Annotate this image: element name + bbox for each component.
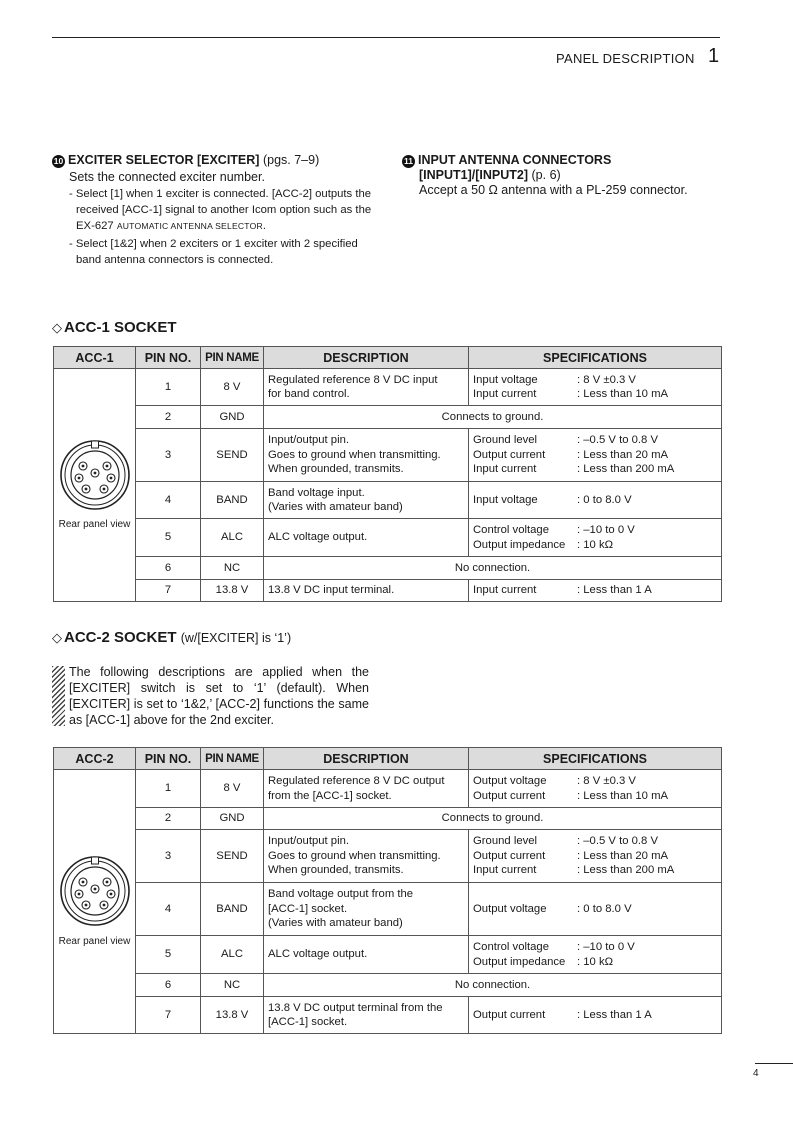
pin-number: 4 xyxy=(136,883,201,936)
din-connector-icon xyxy=(59,855,131,927)
pin-name: ALC xyxy=(201,936,264,974)
pin-specifications xyxy=(469,830,722,883)
spec-label: Input current xyxy=(473,388,537,400)
pin-number: 4 xyxy=(136,482,201,519)
running-header-title: PANEL DESCRIPTION xyxy=(556,51,695,66)
connector-diagram-cell xyxy=(54,770,136,1034)
spec-label: Input current xyxy=(473,584,537,597)
spec-label: Input voltage xyxy=(473,373,538,386)
spec-value: : –0.5 V to 0.8 V xyxy=(577,434,659,447)
pin-specifications xyxy=(469,580,722,602)
spec-value: : Less than 200 mA xyxy=(577,864,675,877)
pin-specifications xyxy=(469,770,722,808)
input-antenna-section: 11 INPUT ANTENNA CONNECTORS [INPUT1]/[INPUT2] (p. 6) Accept a 50 Ω antenna with a PL-259 connector. xyxy=(402,153,722,197)
description-line: from the [ACC-1] socket. xyxy=(268,789,392,802)
column-header: PIN NO. xyxy=(136,347,201,369)
spec-label: Output current xyxy=(473,1008,546,1021)
pin-number: 7 xyxy=(136,580,201,602)
pin-number: 3 xyxy=(136,830,201,883)
description-line: Regulated reference 8 V DC input xyxy=(268,373,438,386)
column-header: DESCRIPTION xyxy=(264,748,469,770)
column-header: ACC-2 xyxy=(54,748,136,770)
description-line: Band voltage output from the xyxy=(268,888,414,901)
table-header-row xyxy=(54,347,722,369)
pin-description xyxy=(264,936,469,974)
acc2-table xyxy=(53,747,722,1034)
diamond-icon: ◇ xyxy=(52,630,62,645)
chapter-number: 1 xyxy=(708,45,720,67)
pin-description xyxy=(264,519,469,557)
acc2-heading-note: (w/[EXCITER] is ‘1’) xyxy=(180,631,292,645)
spec-line xyxy=(473,538,717,553)
pin-specifications xyxy=(469,997,722,1034)
page-number: 4 xyxy=(753,1068,759,1079)
acc2-note-text: The following descriptions are applied when the [EXCITER] switch is set to ‘1’ (default). When [EXCITER] is set to ‘1&2,’ [ACC-2] functions the same as [ACC-1] above for the 2nd exciter. xyxy=(69,665,369,727)
spec-value: : –0.5 V to 0.8 V xyxy=(577,835,659,848)
description-line: Band voltage input. xyxy=(268,486,365,499)
pin-number: 2 xyxy=(136,808,201,830)
spec-line xyxy=(473,789,717,804)
description-line: Regulated reference 8 V DC output xyxy=(268,775,445,787)
description-line: (Varies with amateur band) xyxy=(268,501,403,513)
table-row xyxy=(54,830,722,883)
description-line: (Varies with amateur band) xyxy=(268,917,403,930)
spec-line xyxy=(473,1008,717,1023)
description-line: 13.8 V DC output terminal from the xyxy=(268,1001,443,1014)
spec-value: : 0 to 8.0 V xyxy=(577,493,632,506)
pin-number: 1 xyxy=(136,770,201,808)
description-line: [ACC-1] socket. xyxy=(268,1016,348,1028)
spec-value: : –10 to 0 V xyxy=(577,524,635,536)
spec-label: Input voltage xyxy=(473,493,538,506)
pin-name: 13.8 V xyxy=(201,580,264,602)
footer-rule xyxy=(755,1063,793,1064)
pin-name: BAND xyxy=(201,482,264,519)
pin-number: 6 xyxy=(136,557,201,580)
input-antenna-description: Accept a 50 Ω antenna with a PL-259 connector. xyxy=(419,183,688,197)
spec-label: Output voltage xyxy=(473,775,547,787)
rear-panel-caption: Rear panel view xyxy=(58,519,131,531)
spec-value: : Less than 200 mA xyxy=(577,463,675,476)
column-header: PIN NAME xyxy=(201,347,264,369)
spec-value: : 10 kΩ xyxy=(577,955,614,968)
pin-name: 13.8 V xyxy=(201,997,264,1034)
merged-description: Connects to ground. xyxy=(264,406,722,429)
page-reference: (pgs. 7–9) xyxy=(262,153,320,167)
spec-value: : Less than 1 A xyxy=(577,584,652,597)
table-row xyxy=(54,883,722,936)
table-row xyxy=(54,429,722,482)
exciter-description: Sets the connected exciter number. xyxy=(69,170,265,184)
item-number-badge: 10 xyxy=(53,156,64,166)
spec-line xyxy=(473,433,717,448)
spec-line xyxy=(473,448,717,463)
pin-description xyxy=(264,883,469,936)
pin-number: 6 xyxy=(136,974,201,997)
diamond-icon: ◇ xyxy=(52,320,62,335)
pin-name: NC xyxy=(201,974,264,997)
spec-line xyxy=(473,902,717,917)
pin-name: BAND xyxy=(201,883,264,936)
table-row xyxy=(54,580,722,602)
description-line: Goes to ground when transmitting. xyxy=(268,849,441,862)
spec-label: Ground level xyxy=(473,835,538,848)
top-rule xyxy=(52,37,720,38)
spec-label: Ground level xyxy=(473,434,538,447)
spec-label: Output current xyxy=(473,849,546,862)
table-header-row xyxy=(54,748,722,770)
spec-line xyxy=(473,462,717,477)
exciter-selector-heading: 10 EXCITER SELECTOR [EXCITER] (pgs. 7–9) xyxy=(53,153,320,167)
pin-name: SEND xyxy=(201,830,264,883)
pin-specifications xyxy=(469,429,722,482)
spec-value: : Less than 1 A xyxy=(577,1008,652,1021)
column-header: PIN NAME xyxy=(201,748,264,770)
column-header: SPECIFICATIONS xyxy=(469,347,722,369)
spec-line xyxy=(473,523,717,538)
spec-label: Output current xyxy=(473,789,546,802)
connector-diagram-cell xyxy=(54,369,136,602)
description-line: ALC voltage output. xyxy=(268,531,368,544)
table-row xyxy=(54,406,722,429)
description-line: When grounded, transmits. xyxy=(268,463,404,476)
spec-line xyxy=(473,387,717,402)
spec-label: Output impedance xyxy=(473,538,566,551)
pin-specifications xyxy=(469,883,722,936)
description-line: Input/output pin. xyxy=(268,835,350,848)
description-line: 13.8 V DC input terminal. xyxy=(268,584,395,597)
spec-line xyxy=(473,774,717,789)
table-row xyxy=(54,770,722,808)
pin-description xyxy=(264,429,469,482)
pin-number: 5 xyxy=(136,519,201,557)
pin-description xyxy=(264,997,469,1034)
spec-value: : Less than 20 mA xyxy=(577,448,669,461)
description-line: ALC voltage output. xyxy=(268,948,368,961)
merged-description: No connection. xyxy=(264,557,722,580)
table-row xyxy=(54,974,722,997)
column-header: DESCRIPTION xyxy=(264,347,469,369)
spec-line xyxy=(473,834,717,849)
spec-value: : –10 to 0 V xyxy=(577,941,635,953)
pin-name: 8 V xyxy=(201,770,264,808)
exciter-selector-section xyxy=(52,153,372,268)
table-row xyxy=(54,936,722,974)
spec-line xyxy=(473,955,717,970)
pin-name: SEND xyxy=(201,429,264,482)
din-connector-icon xyxy=(59,439,131,511)
pin-specifications xyxy=(469,936,722,974)
spec-line xyxy=(473,493,717,508)
pin-description xyxy=(264,369,469,406)
pin-number: 1 xyxy=(136,369,201,406)
pin-specifications xyxy=(469,482,722,519)
spec-label: Input current xyxy=(473,463,537,476)
pin-specifications xyxy=(469,519,722,557)
spec-value: : 0 to 8.0 V xyxy=(577,902,632,915)
pin-number: 5 xyxy=(136,936,201,974)
acc1-table xyxy=(53,346,722,602)
column-header: SPECIFICATIONS xyxy=(469,748,722,770)
pin-description xyxy=(264,482,469,519)
column-header: PIN NO. xyxy=(136,748,201,770)
acc2-heading: ◇ ACC-2 SOCKET (w/[EXCITER] is ‘1’) xyxy=(52,629,292,646)
pin-description xyxy=(264,580,469,602)
page-reference: (p. 6) xyxy=(531,168,561,182)
pin-description xyxy=(264,770,469,808)
spec-line xyxy=(473,940,717,955)
pin-specifications xyxy=(469,369,722,406)
description-line: [ACC-1] socket. xyxy=(268,902,348,915)
spec-value: : Less than 20 mA xyxy=(577,849,669,862)
table-row xyxy=(54,997,722,1034)
pin-number: 7 xyxy=(136,997,201,1034)
pin-name: GND xyxy=(201,406,264,429)
merged-description: Connects to ground. xyxy=(264,808,722,830)
column-header: ACC-1 xyxy=(54,347,136,369)
note-hatch-icon xyxy=(52,666,65,726)
pin-name: 8 V xyxy=(201,369,264,406)
description-line: Goes to ground when transmitting. xyxy=(268,448,441,461)
table-row xyxy=(54,519,722,557)
spec-label: Output impedance xyxy=(473,955,566,968)
spec-label: Control voltage xyxy=(473,524,549,536)
spec-value: : Less than 10 mA xyxy=(577,789,669,802)
table-row xyxy=(54,808,722,830)
table-row xyxy=(54,369,722,406)
acc2-note xyxy=(52,664,372,728)
spec-value: : 10 kΩ xyxy=(577,538,614,551)
spec-value: : 8 V ±0.3 V xyxy=(577,775,636,787)
spec-line xyxy=(473,849,717,864)
spec-label: Control voltage xyxy=(473,941,549,953)
merged-description: No connection. xyxy=(264,974,722,997)
description-line: for band control. xyxy=(268,388,350,400)
pin-number: 2 xyxy=(136,406,201,429)
exciter-bullet-1: - Select [1] when 1 exciter is connected. [ACC-2] outputs the received [ACC-1] signal to another Icom option such as the EX-627 AUTOMATIC ANTENNA SELECTOR. xyxy=(69,188,372,232)
spec-line xyxy=(473,373,717,388)
description-line: Input/output pin. xyxy=(268,434,350,447)
acc1-heading: ◇ ACC-1 SOCKET xyxy=(52,319,177,336)
rear-panel-caption: Rear panel view xyxy=(58,935,131,947)
pin-description xyxy=(264,830,469,883)
spec-label: Input current xyxy=(473,864,537,877)
spec-line xyxy=(473,863,717,878)
pin-name: GND xyxy=(201,808,264,830)
spec-label: Output current xyxy=(473,448,546,461)
exciter-bullet-2: - Select [1&2] when 2 exciters or 1 exciter with 2 specified band antenna connectors is connected. xyxy=(69,238,358,266)
table-row xyxy=(54,482,722,519)
spec-value: : 8 V ±0.3 V xyxy=(577,373,636,386)
spec-label: Output voltage xyxy=(473,902,547,915)
item-number-badge: 11 xyxy=(404,156,413,166)
table-row xyxy=(54,557,722,580)
spec-line xyxy=(473,583,717,598)
pin-number: 3 xyxy=(136,429,201,482)
input-antenna-heading: 11 INPUT ANTENNA CONNECTORS xyxy=(404,153,612,167)
spec-value: : Less than 10 mA xyxy=(577,388,669,400)
pin-name: ALC xyxy=(201,519,264,557)
pin-name: NC xyxy=(201,557,264,580)
description-line: When grounded, transmits. xyxy=(268,864,404,877)
